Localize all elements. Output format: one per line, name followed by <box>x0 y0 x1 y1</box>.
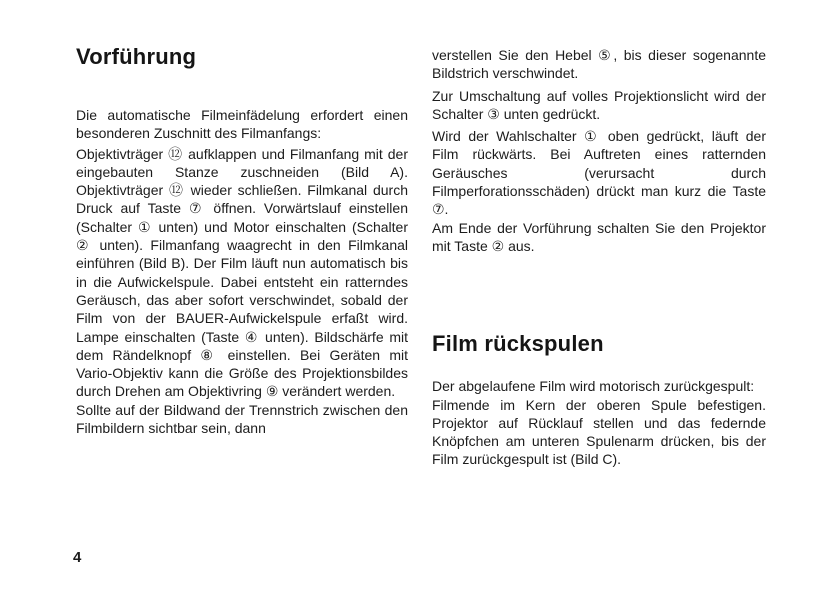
section-title-rueckspulen: Film rückspulen <box>432 331 604 357</box>
section-title-vorfuehrung: Vorführung <box>76 44 197 69</box>
paragraph-end: Am Ende der Vorführung schalten Sie den Projektor mit Taste ② aus. <box>432 219 766 254</box>
page-number: 4 <box>73 549 82 566</box>
paragraph-projection-light: Zur Umschaltung auf volles Projektionslicht wird der Schalter ③ unten gedrückt. <box>432 87 766 122</box>
paragraph-trennstrich: Sollte auf der Bildwand der Trennstrich zwischen den Filmbildern sichtbar sein, dann <box>76 401 408 437</box>
left-column <box>76 44 408 437</box>
paragraph-intro: Die automatische Filmeinfädelung erfordert einen besonderen Zuschnitt des Filmanfangs: <box>76 107 408 142</box>
paragraph-trennstrich-continued: verstellen Sie den Hebel ⑤, bis dieser sogenannte Bildstrich verschwindet. <box>432 47 766 82</box>
paragraph-rewind-steps: Filmende im Kern der oberen Spule befestigen. Projektor auf Rücklauf stellen und das federnde Knöpfchen am unteren Spulenarm drücken, bis der Film zurückgespult ist (Bild C). <box>432 396 766 468</box>
paragraph-reverse: Wird der Wahlschalter ① oben gedrückt, läuft der Film rückwärts. Bei Auftreten eines ratternden Geräusches (verursacht durch Filmperforationsschäden) drückt man kurz die Taste ⑦. <box>432 128 766 218</box>
paragraph-steps: Objektivträger ⑫ aufklappen und Filmanfang mit der eingebauten Stanze zuschneiden (Bild A). Objektivträger ⑫ wieder schließen. Filmkanal durch Druck auf Taste ⑦ öffnen. Vorwärtslauf einstellen (Schalter ① unten) und Motor einschalten (Schalter ② unten). Filmanfang waagrecht in den Filmkanal einführen (Bild B). Der Film läuft nun automatisch bis in die Aufwickelspule. Dabei entsteht ein ratterndes Geräusch, das aber sofort verschwindet, sobald der Film von der BAUER-Aufwickelspule erfaßt wird. Lampe einschalten (Taste ④ unten). Bildschärfe mit dem Rändelknopf ⑧ einstellen. Bei Geräten mit Vario-Objektiv kann die Größe des Projektionsbildes durch Drehen am Objektivring ⑨ verändert werden. <box>76 145 408 400</box>
right-column <box>432 46 766 469</box>
paragraph-rewind-intro: Der abgelaufene Film wird motorisch zurückgespult: <box>432 378 755 395</box>
